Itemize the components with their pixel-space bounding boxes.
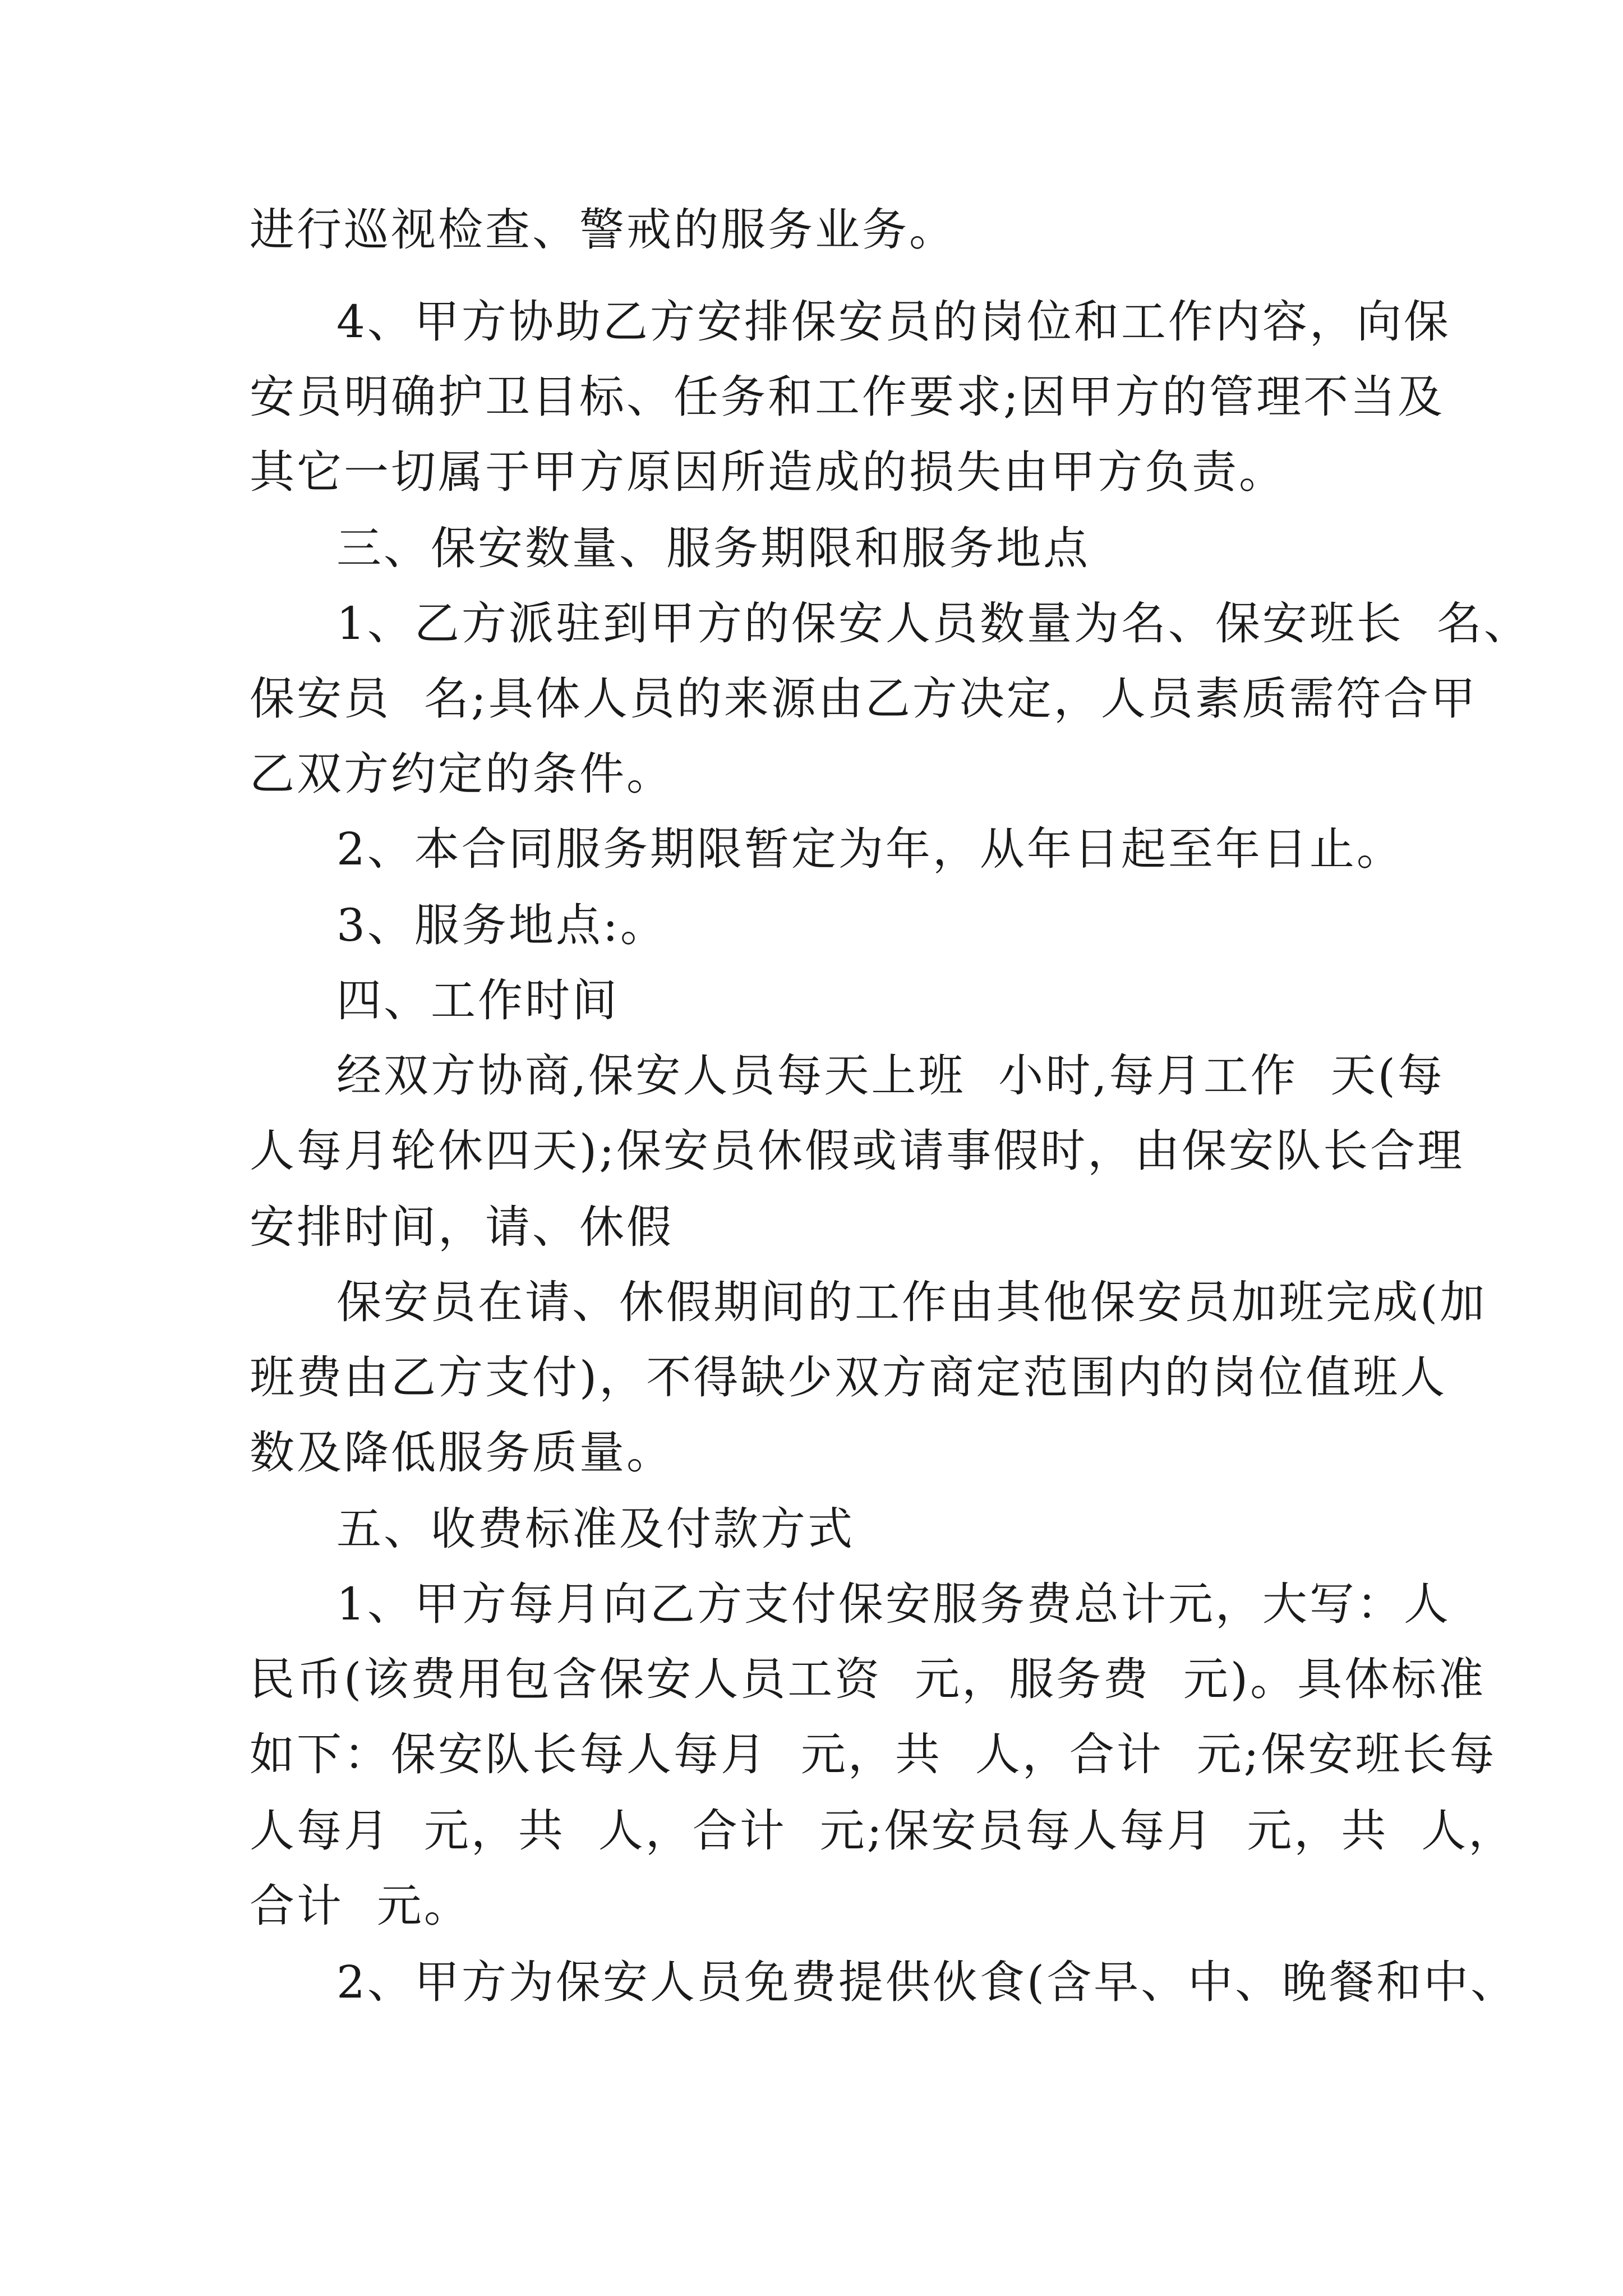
text-line: 经双方协商,保安人员每天上班 小时,每月工作 天(每 [336, 1050, 1445, 1102]
text-line: 4、甲方协助乙方安排保安员的岗位和工作内容，向保 [336, 296, 1451, 348]
text-line: 保安员 名;具体人员的来源由乙方决定，人员素质需符合甲 [250, 673, 1478, 725]
text-line: 2、本合同服务期限暂定为年，从年日起至年日止。 [336, 823, 1404, 875]
section-heading: 三、保安数量、服务期限和服务地点 [336, 522, 1090, 574]
text-line: 3、服务地点:。 [336, 899, 667, 951]
text-line: 保安员在请、休假期间的工作由其他保安员加班完成(加 [336, 1276, 1487, 1328]
text-line: 数及降低服务质量。 [250, 1427, 674, 1479]
text-line: 2、甲方为保安人员免费提供伙食(含早、中、晚餐和中、 [336, 1956, 1518, 2008]
text-line: 1、乙方派驻到甲方的保安人员数量为名、保安班长 名、 [336, 597, 1531, 650]
section-heading: 四、工作时间 [336, 974, 619, 1027]
text-line: 乙双方约定的条件。 [250, 748, 674, 800]
text-line: 安员明确护卫目标、任务和工作要求;因甲方的管理不当及 [250, 371, 1445, 423]
text-line: 1、甲方每月向乙方支付保安服务费总计元，大写：人 [336, 1578, 1451, 1630]
text-line: 安排时间，请、休假 [250, 1201, 674, 1253]
text-line: 民币(该费用包含保安人员工资 元，服务费 元)。具体标准 [250, 1653, 1486, 1705]
text-line: 人每月 元，共 人，合计 元;保安员每人每月 元，共 人， [250, 1805, 1516, 1857]
text-line: 合计 元。 [250, 1880, 471, 1932]
text-line: 班费由乙方支付)，不得缺少双方商定范围内的岗位值班人 [250, 1351, 1447, 1404]
text-line: 人每月轮休四天);保安员休假或请事假时，由保安队长合理 [250, 1125, 1465, 1177]
text-line: 进行巡视检查、警戒的服务业务。 [250, 204, 956, 256]
section-heading: 五、收费标准及付款方式 [336, 1503, 855, 1555]
text-line: 如下：保安队长每人每月 元，共 人，合计 元;保安班长每 [250, 1728, 1497, 1780]
text-line: 其它一切属于甲方原因所造成的损失由甲方负责。 [250, 446, 1286, 498]
